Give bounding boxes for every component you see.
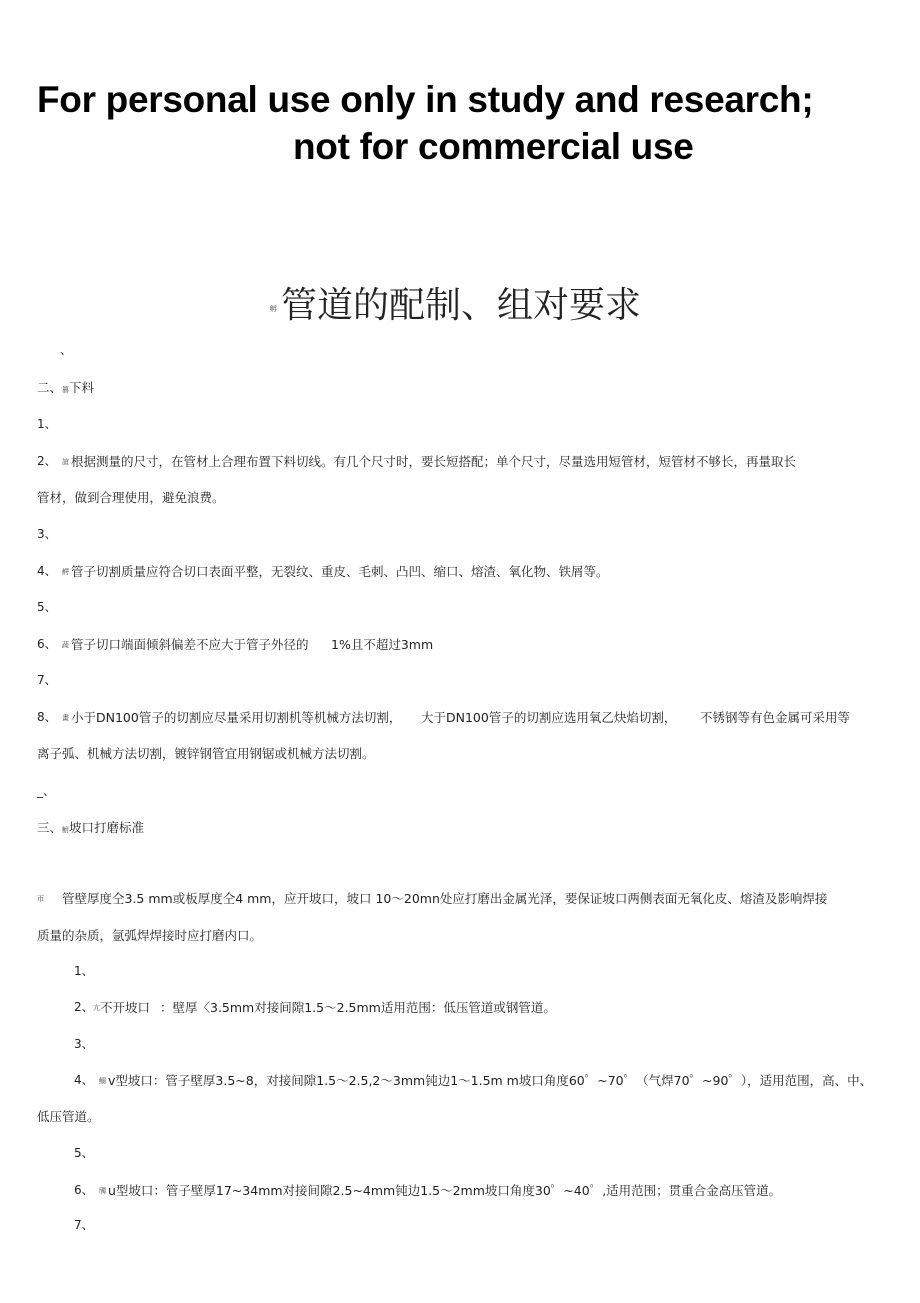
item-marker: 鰐 <box>62 568 69 576</box>
list-item-number: 8、 <box>37 710 57 724</box>
list-item-number: 1、 <box>74 964 94 978</box>
stray-mark: _、 <box>37 784 56 798</box>
item-marker: 斶 <box>99 1187 106 1195</box>
list-item-text: 根据测量的尺寸，在管材上合理布置下料切线。有几个尺寸时，要长短搭配；单个尺寸，尽量选用短管材，短管材不够长，再量取长 <box>71 454 797 469</box>
list-item-text: 管子切割质量应符合切口表面平整，无裂纹、重皮、毛刺、凸凹、缩口、熔渣、氧化物、铁屑等。 <box>71 564 609 579</box>
list-item-text: 1%且不超过3mm <box>331 637 434 652</box>
list-item-number: 5、 <box>74 1146 94 1160</box>
stray-mark: 、 <box>60 343 73 357</box>
page-title: 管道的配制、组对要求 <box>281 285 642 326</box>
paragraph-text: 管壁厚度仝3.5 mm或板厚度仝4 mm，应开坡口，坡口 10～20mn处应打磨出金属光泽，要保证坡口两侧表面无氧化皮、熔渣及影响焊接 <box>62 891 828 906</box>
list-item-number: 7、 <box>74 1218 94 1232</box>
paragraph-continuation: 质量的杂质，氩弧焊焊接时应打磨内口。 <box>37 928 263 943</box>
list-item-text: 不开坡口 <box>100 1000 151 1015</box>
list-item-number: 4、 <box>74 1073 94 1087</box>
list-item-continuation: 低压管道。 <box>37 1109 100 1124</box>
list-item-number: 6、 <box>37 637 57 651</box>
section-marker: 篡 <box>62 386 70 394</box>
section-title: 下料 <box>69 380 95 395</box>
section-number: 三、 <box>37 820 63 835</box>
list-item-text: 不锈钢等有色金属可采用等 <box>700 710 851 725</box>
item-marker: 蔬 <box>62 641 69 649</box>
list-item-text: 小于DN100管子的切割应尽量采用切割机等机械方法切割， <box>71 710 402 725</box>
list-item-number: 5、 <box>37 600 57 614</box>
section-3-heading <box>37 818 144 836</box>
section-number: 二、 <box>37 380 63 395</box>
list-item-number: 2、 <box>37 454 57 468</box>
item-marker: 鰯 <box>99 1077 106 1085</box>
title-marker: 孵 <box>270 305 277 313</box>
list-item-number: 2、 <box>74 1000 94 1014</box>
list-item-text: u型坡口：管子壁厚17~34mm对接间隙2.5~4mm钝边1.5～2mm坡口角度30゜~40゜,适用范围；贯重合金高压管道。 <box>108 1183 782 1198</box>
section-title: 坡口打磨标准 <box>69 820 145 835</box>
watermark-line-2: not for commercial use <box>293 126 694 167</box>
section-2-heading <box>37 378 94 396</box>
list-item-text: 大于DN100管子的切割应选用氧乙炔焰切割， <box>421 710 677 725</box>
list-item-continuation: 管材，做到合理使用，避免浪费。 <box>37 490 225 505</box>
list-item-text: v型坡口：管子壁厚3.5~8，对接间隙1.5～2.5,2～3mm钝边1～1.5m m坡口角度60゜~70゜（气焊70゜~90゜），适用范围，高、中、 <box>108 1073 873 1088</box>
item-marker: 畫 <box>62 714 69 722</box>
list-item-text: 管子切口端面倾斜偏差不应大于管子外径的 <box>71 637 309 652</box>
list-item-number: 1、 <box>37 417 57 431</box>
list-item-number: 3、 <box>74 1037 94 1051</box>
section-marker: 鮒 <box>62 826 70 834</box>
list-item-text: ：壁厚〈3.5mm对接间隙1.5～2.5mm适用范围：低压管道或钢管道。 <box>160 1000 556 1015</box>
list-item-number: 3、 <box>37 527 57 541</box>
list-item-number: 7、 <box>37 673 57 687</box>
item-marker: 誼 <box>62 458 69 466</box>
watermark-line-1: For personal use only in study and research; <box>37 79 814 120</box>
list-item-number: 6、 <box>74 1183 94 1197</box>
paragraph-marker: 帀 <box>37 895 44 903</box>
item-marker: 亢 <box>93 1004 100 1012</box>
list-item-continuation: 离子弧、机械方法切割，镀锌钢管宜用钢锯或机械方法切割。 <box>37 746 375 761</box>
list-item-number: 4、 <box>37 564 57 578</box>
